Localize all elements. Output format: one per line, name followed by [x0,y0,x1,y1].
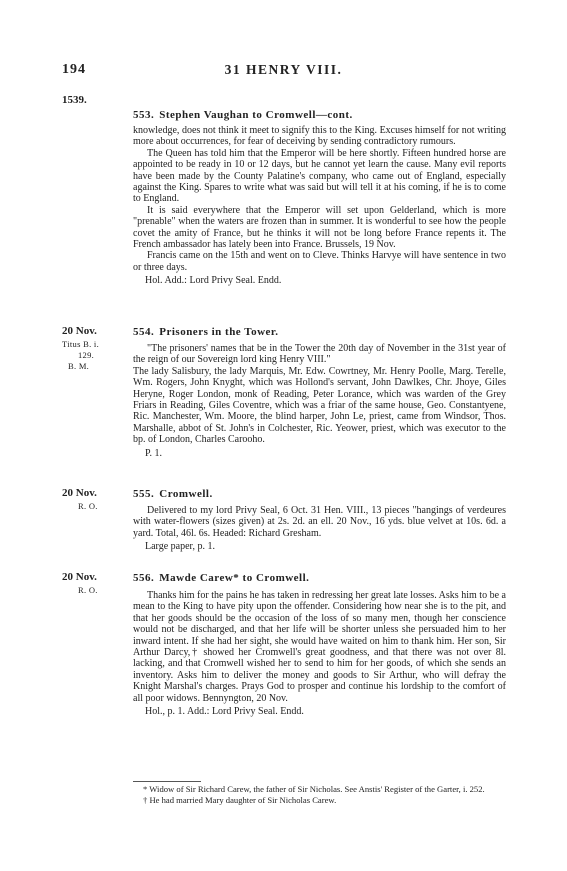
entry-body [133,343,506,459]
entry-date: 20 Nov. [62,571,97,583]
footnote: * Widow of Sir Richard Carew, the father of Sir Nicholas. See Anstis' Register of the Garter, i. 252. [143,784,485,794]
margin-note [62,488,124,512]
signature-note: P. 1. [145,447,162,459]
entry-title: Prisoners in the Tower. [159,326,279,338]
source-ref: 129. [78,350,95,360]
page-header [0,62,567,82]
entry-title: Mawde Carew* to Cromwell. [159,572,310,584]
page-number: 194 [62,62,86,77]
signature-note: Large paper, p. 1. [145,541,215,553]
entry-date: 20 Nov. [62,325,97,337]
entry-number: 556. [133,572,155,584]
entry-date: 20 Nov. [62,487,97,499]
paragraph: "The prisoners' names that be in the Tower the 20th day of November in the 31st year of the reign of our Sovereign lord king Henry VIII." [133,343,506,366]
entry-body [133,505,506,553]
footnotes [133,784,506,805]
paragraph: Francis came on the 15th and went on to Cleve. Thinks Harvye will have sentence in two or three days. [133,250,506,273]
entry-number: 555. [133,488,155,500]
running-title: 31 HENRY VIII. [224,62,343,77]
source-ref: R. O. [78,585,98,595]
entry-number: 554. [133,326,155,338]
entry-heading [133,572,309,584]
entry-body [133,590,506,717]
entry-title: Cromwell. [159,488,213,500]
entry-title: Stephen Vaughan to Cromwell—cont. [159,109,353,121]
paragraph: knowledge, does not think it meet to signify this to the King. Excuses himself for not writing more about occurrences, for fear of deceiving by sending contradictory rumours. [133,125,506,148]
source-ref: R. O. [78,501,98,511]
footnote: † He had married Mary daughter of Sir Nicholas Carew. [143,794,337,805]
margin-note [62,572,124,596]
entry-heading [133,109,353,121]
paragraph: The lady Salisbury, the lady Marquis, Mr. Edw. Cowrtney, Mr. Henry Poolle, Marg. Terelle, Wm. Rogers, John Knyght, which was Hollond's servant, John Dawlkes, Chr. Jhoye, Giles Heryne, Roger London, monk of Reading, Peter Lorance, which was warden of the Grey Friars in Reading, Giles Coventre, which was a friar of the same house, Geo. Constantyene, Ric. Manchester, Wm. Moore, the blind harper, John Le, priest, came from Windsor, Thos. Marshalle, abbot of St. John's in Colchester, Ric. Yeower, priest, which was executor to the bp. of London, Charles Carooho. [133,365,506,446]
year-label: 1539. [62,94,87,106]
entry-body [133,125,506,287]
signature-note: Hol. Add.: Lord Privy Seal. Endd. [145,275,282,287]
paragraph: The Queen has told him that the Emperor will be here shortly. Fifteen hundred horse are appointed to be ready in 10 or 12 days, but he cannot yet learn the cause. Many evil reports have been made by the County Palatine's company, who came out of England, especially against the King. Spares to write what was said but will tell it at his coming, if he is to come to England. [133,147,506,205]
source-ref: B. M. [68,361,90,371]
entry-heading [133,488,213,500]
entry-number: 553. [133,109,155,121]
paragraph: Thanks him for the pains he has taken in redressing her great late losses. Asks him to be a mean to the King to have pity upon the offender. Considering how near she is to the pit, and that her goods should be the occasion of the loss of so many men, though her conscience would not be discharged, and that her life will be shorter unless she persuaded him to her inward intent. If she had her sight, she would have waited on him to thank him. Her son, Sir Arthur Darcy,† showed her Cromwell's great goodness, and that there was not over 8l. lacking, and that Cromwell wished her to send to him for her goods, of which she sends an inventory. Asks him to deliver the money and goods to Sir Arthur, who will defray the Knight Marshal's charges. Prays God to prosper and continue his lordship to the comfort of all poor widows. Bennyngton, 20 Nov. [133,590,506,704]
entry-heading [133,326,279,338]
footnote-rule [133,781,201,782]
source-ref: Titus B. i. [62,339,100,349]
margin-note [62,326,124,372]
paragraph: Delivered to my lord Privy Seal, 6 Oct. 31 Hen. VIII., 13 pieces "hangings of verdeures with water-flowers (sizes given) at 2s. 2d. an ell. 20 Nov., 16 yds. blue velvet at 10s. 6d. a yard. Total, 46l. 6s. Headed: Richard Gresham. [133,505,506,539]
signature-note: Hol., p. 1. Add.: Lord Privy Seal. Endd. [145,706,304,718]
paragraph: It is said everywhere that the Emperor will set upon Gelderland, which is more "prenable" when the waters are frozen than in summer. It is wonderful to see how the people covet the amity of France, but he thinks it will not be long before France repents it. The French ambassador has lately been into France. Brussels, 19 Nov. [133,204,506,251]
